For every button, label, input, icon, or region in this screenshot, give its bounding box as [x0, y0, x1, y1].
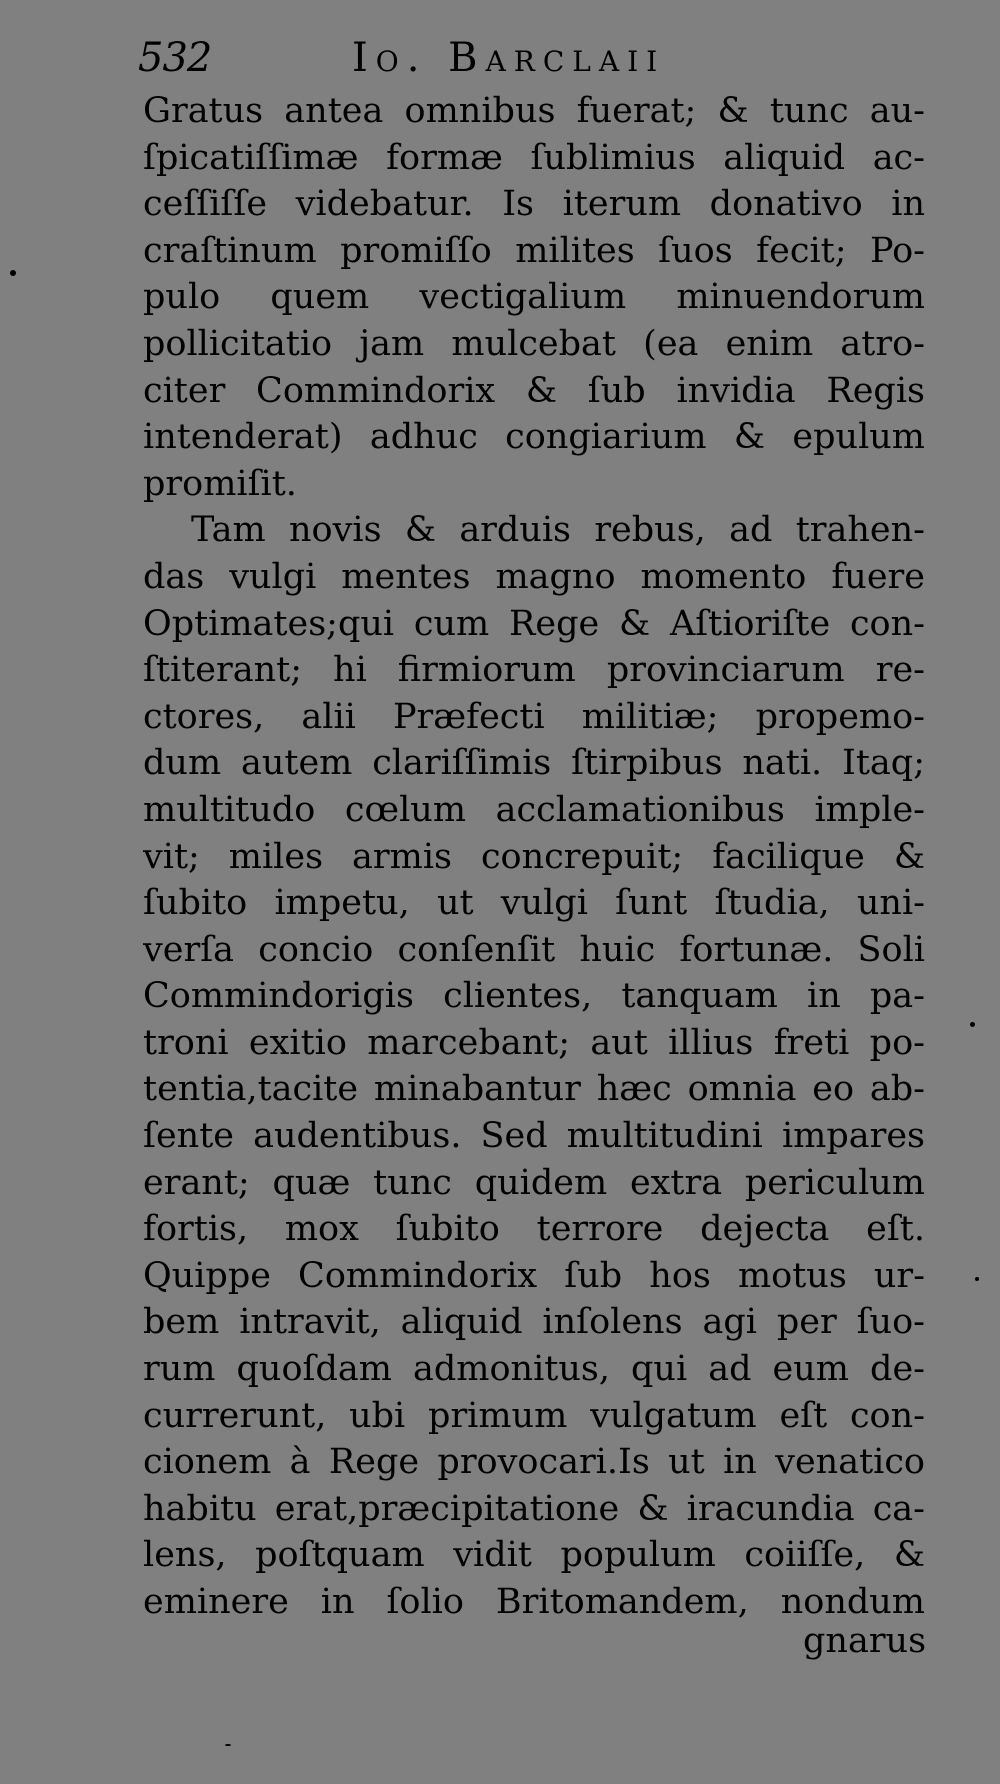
- text-line: pollicitatio jam mulcebat (ea enim atro-: [143, 323, 925, 364]
- body-text: [143, 88, 925, 1626]
- text-line: das vulgi mentes magno momento fuere: [143, 556, 925, 597]
- page-number: 532: [138, 35, 212, 81]
- ink-speck: [10, 270, 16, 276]
- page-header: [138, 30, 938, 86]
- text-line: ſpicatiſſimæ formæ ſublimius aliquid ac-: [143, 137, 925, 178]
- text-line: cionem à Rege provocari.Is ut in venatico: [143, 1442, 925, 1483]
- text-line: eminere in ſolio Britomandem, nondum: [143, 1582, 925, 1622]
- text-line: promiſit.: [143, 463, 297, 504]
- text-line: ſtiterant; hi firmiorum provinciarum re-: [143, 650, 925, 691]
- text-line: currerunt, ubi primum vulgatum eſt con-: [143, 1395, 925, 1436]
- ink-speck: [975, 1277, 979, 1281]
- text-line: bem intravit, aliquid inſolens agi per ſuo-: [143, 1302, 925, 1343]
- text-line: troni exitio marcebant; aut illius freti po-: [143, 1022, 925, 1063]
- text-line: Commindorigis clientes, tanquam in pa-: [143, 976, 925, 1017]
- text-line: vit; miles armis concrepuit; facilique &: [143, 836, 925, 877]
- running-head: Io. Barclaii: [352, 35, 666, 81]
- text-line: pulo quem vectigalium minuendorum: [143, 277, 925, 318]
- text-line: Optimates;qui cum Rege & Aſtioriſte con-: [143, 603, 925, 644]
- ink-speck: [225, 1744, 231, 1746]
- text-line: citer Commindorix & ſub invidia Regis: [143, 370, 925, 411]
- text-line: rum quoſdam admonitus, qui ad eum de-: [143, 1349, 925, 1390]
- ink-speck: [970, 1022, 975, 1027]
- text-line: ſente audentibus. Sed multitudini impares: [143, 1116, 925, 1157]
- text-line: multitudo cœlum acclamationibus imple-: [143, 789, 925, 830]
- text-line: Quippe Commindorix ſub hos motus ur-: [143, 1255, 925, 1296]
- text-line: tentia,tacite minabantur hæc omnia eo ab-: [143, 1069, 925, 1110]
- paragraph-start-line: Tam novis & arduis rebus, ad trahen-: [191, 510, 925, 551]
- text-line: craſtinum promiſſo milites ſuos fecit; Po-: [143, 230, 925, 271]
- text-line: dum autem clariſſimis ſtirpibus nati. Itaq;: [143, 743, 925, 784]
- text-line: lens, poſtquam vidit populum coiiſſe, &: [143, 1535, 925, 1576]
- text-line: habitu erat,præcipitatione & iracundia ca-: [143, 1488, 925, 1529]
- text-line: ſubito impetu, ut vulgi ſunt ſtudia, uni-: [143, 883, 925, 924]
- text-line: ceſſiſſe videbatur. Is iterum donativo in: [143, 184, 925, 225]
- catchword: gnarus: [803, 1621, 927, 1661]
- text-line: intenderat) adhuc congiarium & epulum: [143, 417, 925, 458]
- text-line: Gratus antea omnibus fuerat; & tunc au-: [143, 91, 925, 131]
- text-line: verſa concio conſenſit huic fortunæ. Soli: [143, 929, 925, 970]
- text-line: erant; quæ tunc quidem extra periculum: [143, 1162, 925, 1203]
- text-line: fortis, mox ſubito terrore dejecta eſt.: [143, 1209, 925, 1250]
- text-line: ctores, alii Præfecti militiæ; propemo-: [143, 696, 925, 737]
